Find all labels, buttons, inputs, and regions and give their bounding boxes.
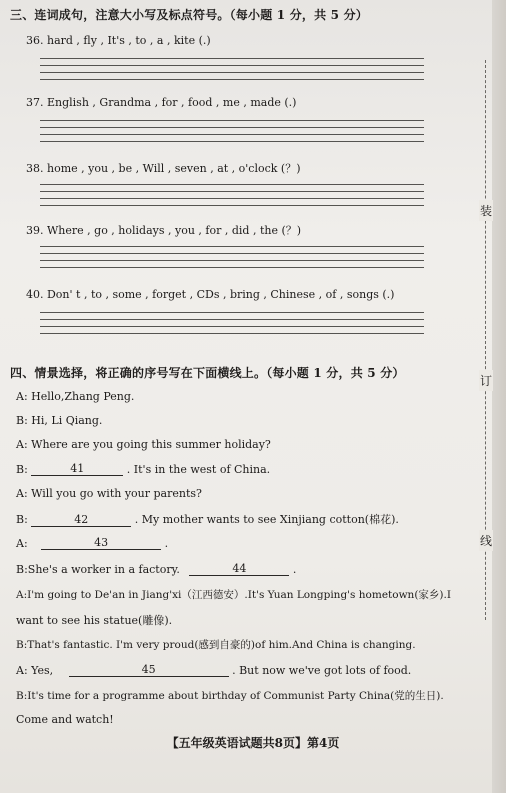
answer-blank-41[interactable]: 41 bbox=[31, 462, 123, 476]
section-3-heading: 三、连词成句，注意大小写及标点符号。（每小题 1 分，共 5 分） bbox=[10, 8, 369, 22]
dialog-line: A: Will you go with your parents? bbox=[16, 487, 202, 500]
dialog-line-43 bbox=[16, 536, 168, 550]
dialog-line: A: Where are you going this summer holiday? bbox=[16, 438, 271, 451]
page-footer: 【五年级英语试题共8页】第4页 bbox=[166, 736, 340, 750]
question-40: 40. Don' t , to , some , forget , CDs , bring , Chinese , of , songs (.) bbox=[26, 288, 395, 301]
page-edge-shadow bbox=[492, 0, 506, 793]
answer-blank-44[interactable]: 44 bbox=[189, 562, 289, 576]
dialog-line: B: Hi, Li Qiang. bbox=[16, 414, 103, 427]
speaker: B: bbox=[16, 513, 28, 526]
dialog-text: . bbox=[164, 537, 169, 550]
dialog-line: B:That's fantastic. I'm very proud(感到自豪的)of him.And China is changing. bbox=[16, 639, 416, 651]
question-38: 38. home , you , be , Will , seven , at , o'clock (？) bbox=[26, 162, 301, 175]
dialog-text: B:She's a worker in a factory. bbox=[16, 563, 180, 576]
dialog-line: want to see his statue(雕像). bbox=[16, 614, 173, 627]
binding-mark: 线 bbox=[479, 530, 493, 551]
dialog-line-45 bbox=[16, 663, 411, 677]
answer-blank-43[interactable]: 43 bbox=[41, 536, 161, 550]
answer-lines-39 bbox=[40, 246, 424, 274]
answer-lines-37 bbox=[40, 120, 424, 148]
dialog-text: . But now we've got lots of food. bbox=[232, 664, 412, 677]
dialog-line-42 bbox=[16, 511, 399, 527]
dialog-line: B:It's time for a programme about birthday of Communist Party China(党的生日). bbox=[16, 690, 444, 702]
answer-lines-40 bbox=[40, 312, 424, 340]
question-39: 39. Where , go , holidays , you , for , did , the (？) bbox=[26, 224, 302, 237]
answer-lines-36 bbox=[40, 58, 424, 86]
answer-lines-38 bbox=[40, 184, 424, 212]
dialog-line: A: Hello,Zhang Peng. bbox=[16, 390, 135, 403]
dialog-line-44 bbox=[16, 562, 296, 576]
section-4-heading: 四、情景选择，将正确的序号写在下面横线上。（每小题 1 分，共 5 分） bbox=[10, 366, 405, 380]
dialog-line: A:I'm going to De'an in Jiang'xi（江西德安）.It's Yuan Longping's hometown(家乡).I bbox=[16, 589, 452, 601]
dialog-text: . It's in the west of China. bbox=[126, 463, 271, 476]
dialog-line: Come and watch! bbox=[16, 713, 114, 726]
answer-blank-42[interactable]: 42 bbox=[31, 513, 131, 527]
speaker: A: bbox=[16, 537, 28, 550]
speaker: B: bbox=[16, 463, 28, 476]
answer-blank-45[interactable]: 45 bbox=[69, 663, 229, 677]
question-36: 36. hard , fly , It's , to , a , kite (.) bbox=[26, 34, 211, 47]
dialog-line-41 bbox=[16, 462, 270, 476]
question-37: 37. English , Grandma , for , food , me , made (.) bbox=[26, 96, 297, 109]
binding-mark: 装 bbox=[479, 200, 493, 221]
dialog-text: . bbox=[292, 563, 297, 576]
speaker: A: Yes, bbox=[16, 664, 54, 677]
binding-mark: 订 bbox=[479, 370, 493, 391]
dialog-text: . My mother wants to see Xinjiang cotton(棉花). bbox=[134, 513, 399, 526]
